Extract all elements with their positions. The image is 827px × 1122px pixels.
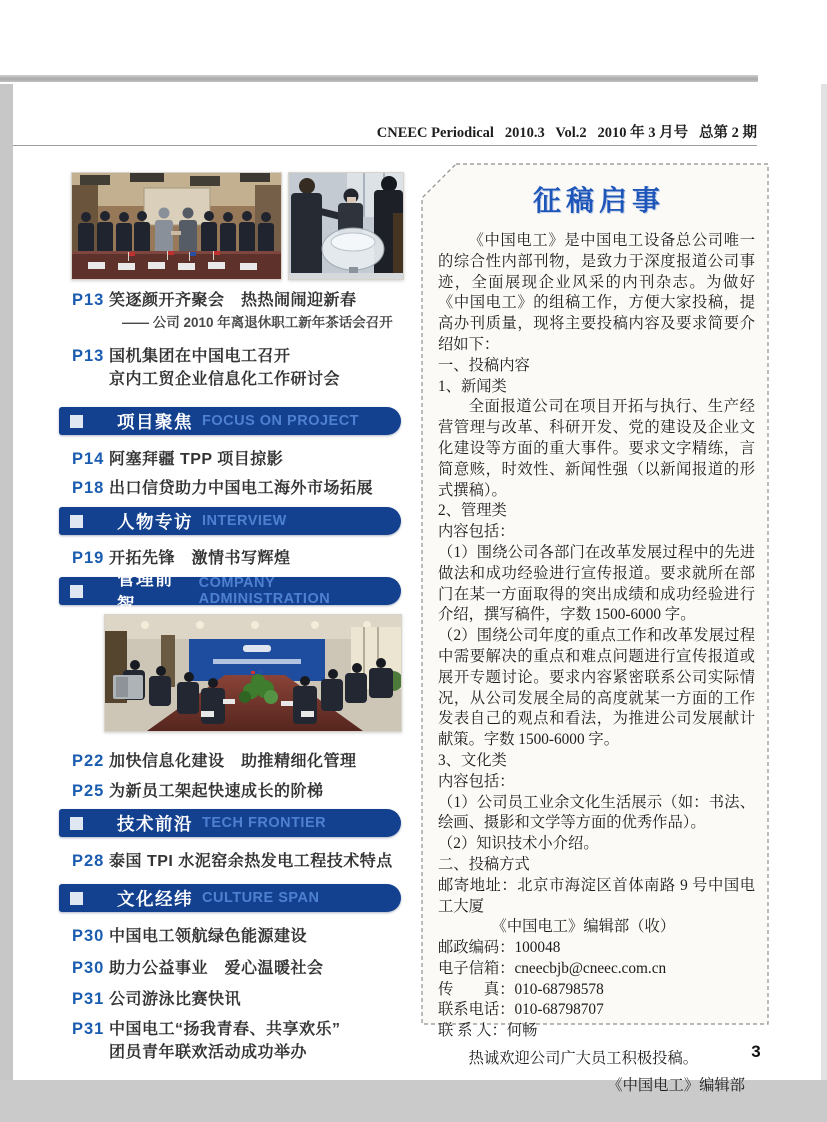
bar-square-icon <box>70 892 83 905</box>
equipment-presentation-photo <box>288 172 404 280</box>
section-header-tech-frontier <box>59 809 401 837</box>
tea-party-group-photo <box>71 172 282 280</box>
top-divider-band <box>0 75 758 82</box>
page-ref: P30 <box>72 927 105 945</box>
bar-square-icon <box>70 817 83 830</box>
section-title-en: TECH FRONTIER <box>202 815 327 831</box>
call-for-papers-panel <box>421 163 769 1094</box>
page-ref: P19 <box>72 549 105 567</box>
section-title-en: CULTURE SPAN <box>202 890 320 906</box>
section-title-en: COMPANY ADMINISTRATION <box>198 575 331 607</box>
bar-square-icon <box>70 515 83 528</box>
postal-code: 邮政编码：100048 <box>438 939 561 957</box>
closing-line: 热诚欢迎公司广大员工积极投稿。 <box>468 1050 699 1068</box>
section-title-cn: 技术前沿 <box>117 813 193 834</box>
notice-heading: 二、投稿方式 <box>438 855 530 873</box>
page-ref: P31 <box>72 1020 105 1038</box>
table-of-contents <box>59 172 401 1064</box>
bar-square-icon <box>70 415 83 428</box>
contact-person: 联 系 人：何畅 <box>438 1022 538 1040</box>
section-header-interview <box>59 507 401 535</box>
notice-paragraph: （1）公司员工业余文化生活展示（如：书法、绘画、摄影和文学等方面的优秀作品）。 <box>438 793 755 832</box>
toc-entry <box>59 289 401 312</box>
notice-paragraph: 《中国电工》是中国电工设备总公司唯一的综合性内部刊物，是致力于深度报道公司事迹，全面展现企业风采的内刊杂志。为做好《中国电工》的组稿工作，方便大家投稿，提高办刊质量，现将主要投稿内容及要求简要介绍如下： <box>438 232 755 353</box>
scan-left-margin <box>0 84 13 1080</box>
scan-right-margin <box>821 84 827 1080</box>
fax-number: 传 真：010-68798578 <box>438 980 604 998</box>
toc-entry <box>59 345 401 391</box>
mailing-address-line2: 《中国电工》编辑部（收） <box>491 918 676 936</box>
notice-heading: 1、新闻类 <box>438 377 507 395</box>
toc-entry <box>59 1018 401 1064</box>
section-header-focus-on-project <box>59 407 401 435</box>
page-ref: P13 <box>72 291 105 309</box>
toc-entry <box>59 448 401 471</box>
entry-title: 笑逐颜开齐聚会 热热闹闹迎新春 <box>109 292 357 309</box>
section-title-cn: 管理前智 <box>117 569 174 614</box>
toc-entry <box>59 925 401 948</box>
issue-header: CNEEC Periodical 2010.3 Vol.2 2010 年 3 月号 总第 2 期 <box>376 125 757 141</box>
entry-subtitle: —— 公司 2010 年离退休职工新年茶话会召开 <box>122 315 393 330</box>
section-title-en: INTERVIEW <box>202 513 287 529</box>
page-ref: P18 <box>72 479 105 497</box>
bar-square-icon <box>70 585 83 598</box>
call-for-papers-content <box>438 175 755 1097</box>
section-title-en: FOCUS ON PROJECT <box>202 413 360 429</box>
entry-title: 国机集团在中国电工召开 京内工贸企业信息化工作研讨会 <box>109 348 341 388</box>
section-title-cn: 文化经纬 <box>117 888 193 909</box>
section-title-cn: 项目聚焦 <box>117 411 193 432</box>
notice-paragraph: 全面报道公司在项目开拓与执行、生产经营管理与改革、科研开发、党的建设及企业文化建设等方面的重大事件。要求文字精练，言简意赅，时效性、新闻性强（以新闻报道的形式撰稿）。 <box>438 398 755 499</box>
page-ref: P14 <box>72 450 105 468</box>
notice-heading: 3、文化类 <box>438 751 507 769</box>
notice-paragraph: （2）知识技术小介绍。 <box>438 835 599 853</box>
header-rule <box>13 145 757 146</box>
page-ref: P31 <box>72 990 105 1008</box>
entry-title: 为新员工架起快速成长的阶梯 <box>109 783 324 800</box>
section-header-culture-span <box>59 884 401 912</box>
entry-title: 公司游泳比赛快讯 <box>109 991 242 1008</box>
entry-title: 开拓先锋 激情书写辉煌 <box>109 550 291 567</box>
notice-paragraph: （2）围绕公司年度的重点工作和改革发展过程中需要解决的重点和难点问题进行宣传报道或展开专题讨论。要求内容紧密联系公司实际情况，从公司发展全局的高度就某一方面的工作发表自己的观点和看法，为推进公司发展献计献策。字数 1500-6000 字。 <box>438 627 755 749</box>
notice-title: 征稿启事 <box>532 185 665 216</box>
toc-entry <box>59 957 401 980</box>
entry-title: 助力公益事业 爱心温暖社会 <box>109 960 324 977</box>
page-number: 3 <box>751 1042 761 1061</box>
mailing-address: 邮寄地址：北京市海淀区首体南路 9 号中国电工大厦 <box>438 876 755 915</box>
notice-paragraph: （1）围绕公司各部门在改革发展过程中的先进做法和成功经验进行宣传报道。要求就所在部门在某一方面取得的突出成绩和成功经验进行介绍，撰写稿件，字数 1500-6000 字。 <box>438 543 755 624</box>
entry-title: 加快信息化建设 助推精细化管理 <box>109 753 357 770</box>
top-photos-row <box>71 172 401 280</box>
page-ref: P22 <box>72 752 105 770</box>
notice-heading: 2、管理类 <box>438 502 507 520</box>
page-ref: P25 <box>72 782 105 800</box>
toc-entry <box>59 750 401 773</box>
page-ref: P28 <box>72 852 105 870</box>
page-ref: P13 <box>72 347 105 365</box>
entry-title: 出口信贷助力中国电工海外市场拓展 <box>109 480 374 497</box>
notice-paragraph: 内容包括： <box>438 772 515 790</box>
toc-entry <box>59 547 401 570</box>
page-ref: P30 <box>72 959 105 977</box>
entry-title: 中国电工领航绿色能源建设 <box>109 928 308 945</box>
entry-title: 泰国 TPI 水泥窑余热发电工程技术特点 <box>109 853 393 870</box>
toc-entry <box>59 988 401 1011</box>
toc-entry <box>59 477 401 500</box>
notice-heading: 一、投稿内容 <box>438 356 530 374</box>
email-address: 电子信箱：cneecbjb@cneec.com.cn <box>438 959 667 977</box>
entry-title: 中国电工“扬我青春、共享欢乐” 团员青年联欢活动成功举办 <box>109 1021 341 1061</box>
toc-entry <box>59 780 401 803</box>
signature: 《中国电工》编辑部 <box>607 1076 745 1094</box>
conference-meeting-photo <box>104 614 402 732</box>
entry-title: 阿塞拜疆 TPP 项目掠影 <box>109 451 284 468</box>
notice-paragraph: 内容包括： <box>438 523 515 541</box>
phone-number: 联系电话：010-68798707 <box>438 1001 604 1019</box>
section-header-company-administration <box>59 569 401 614</box>
section-title-cn: 人物专访 <box>117 511 193 532</box>
toc-entry <box>59 850 401 873</box>
